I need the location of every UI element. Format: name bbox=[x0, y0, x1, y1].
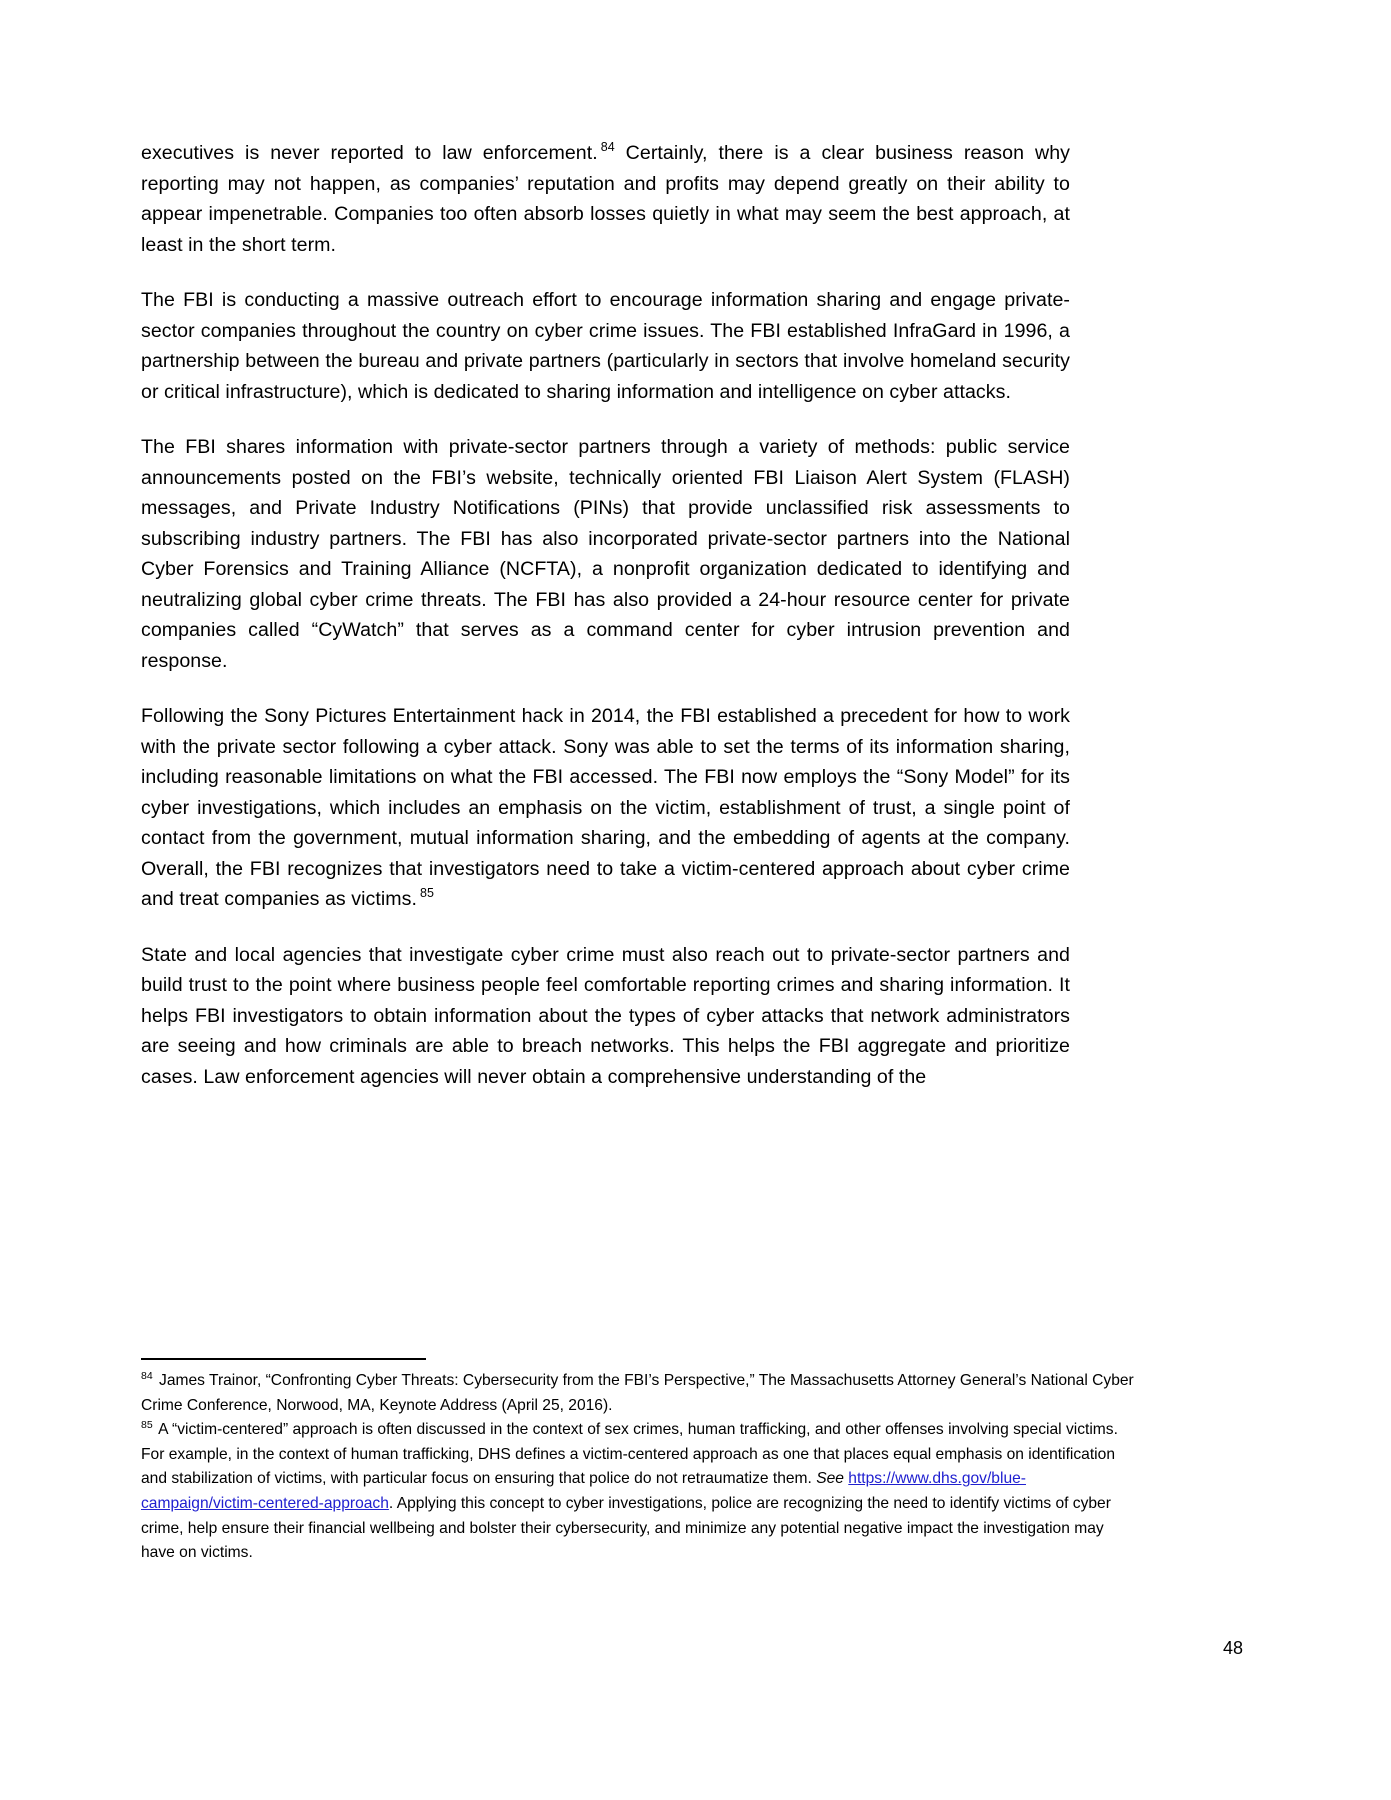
dhs-victim-centered-approach-link[interactable]: https://www.dhs.gov/blue-campaign/victim-centered-approach bbox=[141, 1470, 1026, 1512]
footnote-85-text-part-2: . Applying this concept to cyber investigations, police are recognizing the need to identify victims of cyber crime, help ensure their financial wellbeing and bolster their cybersecurity, and minimize any potential negative impact the investigation may have on victims. bbox=[141, 1494, 1111, 1562]
body-paragraph-1 bbox=[141, 138, 1070, 260]
footnote-84 bbox=[141, 1369, 1140, 1418]
page-body-content bbox=[141, 138, 1070, 1092]
footnote-84-text: James Trainor, “Confronting Cyber Threats: Cybersecurity from the FBI’s Perspective,” The Massachusetts Attorney General’s National Cyber Crime Conference, Norwood, MA, Keynote Address (April 25, 2016). bbox=[141, 1372, 1134, 1414]
body-paragraph-4 bbox=[141, 701, 1070, 915]
footnote-area bbox=[141, 1358, 1140, 1566]
page-number: 48 bbox=[1222, 1638, 1243, 1658]
body-paragraph-3: The FBI shares information with private-sector partners through a variety of methods: public service announcements posted on the FBI’s website, technically oriented FBI Liaison Alert System (FLASH) messages, and Private Industry Notifications (PINs) that provide unclassified risk assessments to subscribing industry partners. The FBI has also incorporated private-sector partners into the National Cyber Forensics and Training Alliance (NCFTA), a nonprofit organization dedicated to identifying and neutralizing global cyber crime threats. The FBI has also provided a 24-hour resource center for private companies called “CyWatch” that serves as a command center for cyber intrusion prevention and response. bbox=[141, 436, 1070, 672]
paragraph-1-text-before-footnote-ref: executives is never reported to law enforcement. bbox=[141, 142, 598, 164]
footnote-reference-84[interactable]: 84 bbox=[600, 140, 615, 155]
footnote-85-text-part-1: A “victim-centered” approach is often discussed in the context of sex crimes, human trafficking, and other offenses involving special victims. For example, in the context of human trafficking, DHS defines a victim-centered approach as one that places equal emphasis on identification and stabilization of victims, with particular focus on ensuring that police do not retraumatize them. bbox=[141, 1421, 1118, 1488]
footnote-85 bbox=[141, 1418, 1140, 1566]
footnote-85-see-label: See bbox=[816, 1470, 844, 1488]
paragraph-1-text-after-footnote-ref: Certainly, there is a clear business reason why reporting may not happen, as companies’ reputation and profits may depend greatly on their ability to appear impenetrable. Companies too often absorb losses quietly in what may seem the best approach, at least in the short term. bbox=[141, 142, 1070, 256]
footnote-number-84: 84 bbox=[141, 1369, 153, 1382]
paragraph-4-text-before-footnote-ref: Following the Sony Pictures Entertainment hack in 2014, the FBI established a precedent for how to work with the private sector following a cyber attack. Sony was able to set the terms of its information sharing, including reasonable limitations on what the FBI accessed. The FBI now employs the “Sony Model” for its cyber investigations, which includes an emphasis on the victim, establishment of trust, a single point of contact from the government, mutual information sharing, and the embedding of agents at the company. Overall, the FBI recognizes that investigators need to take a victim-centered approach about cyber crime and treat companies as victims. bbox=[141, 705, 1070, 910]
body-paragraph-5: State and local agencies that investigate cyber crime must also reach out to private-sector partners and build trust to the point where business people feel comfortable reporting crimes and sharing information. It helps FBI investigators to obtain information about the types of cyber attacks that network administrators are seeing and how criminals are able to breach networks. This helps the FBI aggregate and prioritize cases. Law enforcement agencies will never obtain a comprehensive understanding of the bbox=[141, 943, 1070, 1088]
footnote-number-85: 85 bbox=[141, 1419, 153, 1431]
body-paragraph-2: The FBI is conducting a massive outreach effort to encourage information sharing and engage private-sector companies throughout the country on cyber crime issues. The FBI established InfraGard in 1996, a partnership between the bureau and private partners (particularly in sectors that involve homeland security or critical infrastructure), which is dedicated to sharing information and intelligence on cyber attacks. bbox=[141, 289, 1070, 403]
footnote-reference-85[interactable]: 85 bbox=[419, 886, 434, 901]
footnote-separator-rule bbox=[141, 1358, 426, 1360]
